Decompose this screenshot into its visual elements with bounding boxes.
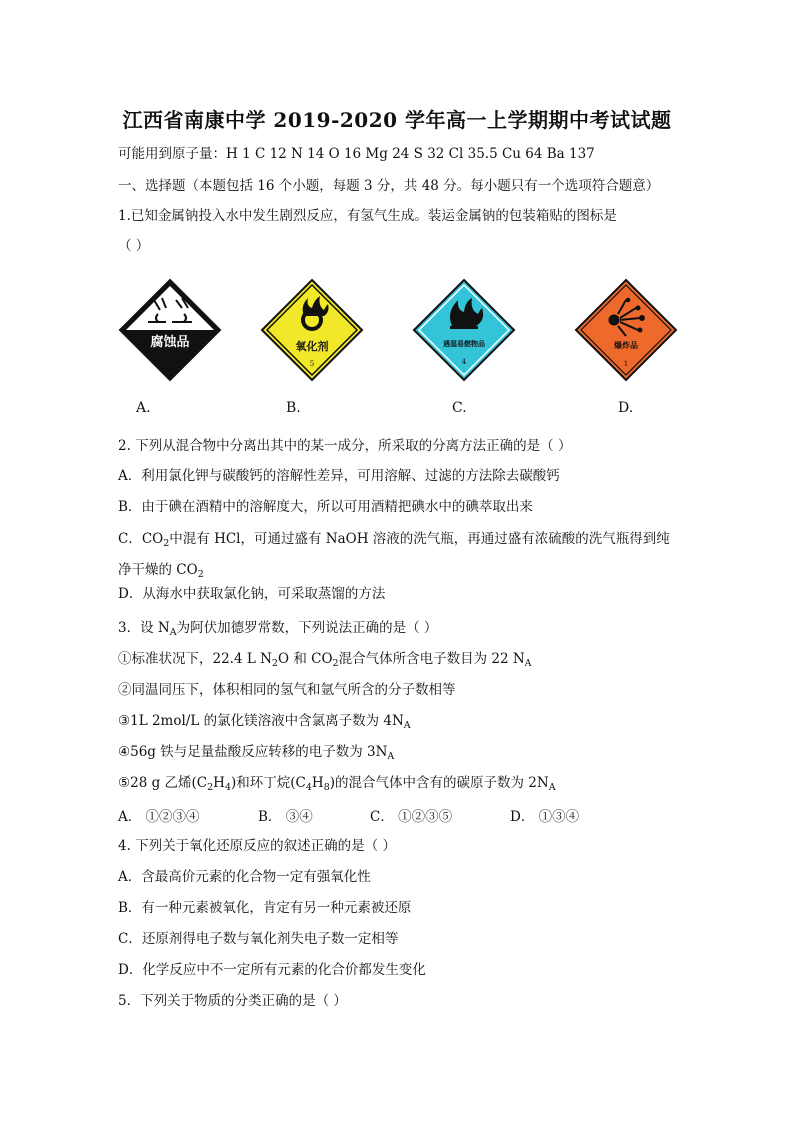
- question-3-statement-2: ②同温同压下，体积相同的氢气和氩气所含的分子数相等: [118, 682, 456, 698]
- question-3-option-c: C． ①②③⑤: [370, 809, 453, 825]
- question-3-option-a: A． ①②③④: [118, 809, 200, 825]
- option-b-label: B.: [286, 400, 301, 416]
- explosive-sign: [574, 278, 678, 382]
- question-5-stem: 5．下列关于物质的分类正确的是（ ）: [118, 993, 347, 1009]
- question-2-option-c-line1: C．$CO_2$中混有 HCl，可通过盛有 NaOH 溶液的洗气瓶，再通过盛有浓硫酸的洗气瓶得到纯: [118, 531, 670, 549]
- question-4-option-c: C．还原剂得电子数与氧化剂失电子数一定相等: [118, 931, 399, 947]
- question-1-stem: 1.已知金属钠投入水中发生剧烈反应，有氢气生成。装运金属钠的包装箱贴的图标是: [118, 208, 617, 224]
- question-3-statement-3: ③1L 2mol/L 的氯化镁溶液中含氯离子数为 $4N_A$: [118, 713, 411, 731]
- explosive-sign-text: 爆炸品: [614, 340, 638, 350]
- question-3-options: [118, 805, 678, 825]
- question-2-option-d: D．从海水中获取氯化钠，可采取蒸馏的方法: [118, 586, 386, 602]
- question-2-stem: 2. 下列从混合物中分离出其中的某一成分，所采取的分离方法正确的是（ ）: [118, 438, 572, 454]
- explosive-class-number: 1: [623, 360, 629, 368]
- dangerous-when-wet-class-number: 4: [461, 358, 467, 366]
- question-3-statement-1: ①标准状况下，22.4 L $N_2O$ 和 $CO_2$混合气体所含电子数目为 22 $N_A$: [118, 651, 532, 669]
- question-3-stem: 3．设 $N_A$为阿伏加德罗常数，下列说法正确的是（ ）: [118, 620, 438, 638]
- option-c-label: C.: [452, 400, 467, 416]
- corrosive-sign-text: 腐蚀品: [150, 335, 190, 350]
- corrosive-sign: [118, 278, 222, 382]
- question-3-statement-4: ④56g 铁与足量盐酸反应转移的电子数为 $3N_A$: [118, 744, 395, 762]
- section-heading: 一、选择题（本题包括 16 个小题，每题 3 分，共 48 分。每小题只有一个选项符合题意）: [118, 178, 660, 194]
- option-d-label: D.: [618, 400, 634, 416]
- question-4-option-d: D．化学反应中不一定所有元素的化合价都发生变化: [118, 962, 426, 978]
- question-2-option-c-line2: 净干燥的 $CO_2$: [118, 562, 204, 580]
- oxidizer-sign: [260, 278, 364, 382]
- question-2-option-b: B．由于碘在酒精中的溶解度大，所以可用酒精把碘水中的碘萃取出来: [118, 499, 533, 515]
- dangerous-when-wet-sign: [412, 278, 516, 382]
- oxidizer-sign-text: 氧化剂: [295, 340, 329, 353]
- question-4-option-b: B．有一种元素被氧化，肯定有另一种元素被还原: [118, 900, 412, 916]
- question-3-statement-5: ⑤28 g 乙烯$(C_2H_4)$和环丁烷$(C_4H_8)$的混合气体中含有的碳原子数为 $2N_A$: [118, 775, 556, 793]
- question-4-stem: 4. 下列关于氧化还原反应的叙述正确的是（ ）: [118, 838, 396, 854]
- question-4-option-a: A．含最高价元素的化合物一定有强氧化性: [118, 869, 371, 885]
- page-title: 江西省南康中学 2019-2020 学年高一上学期期中考试试题: [122, 108, 672, 132]
- question-3-option-b: B． ③④: [258, 809, 313, 825]
- question-2-option-a: A．利用氯化钾与碳酸钙的溶解性差异，可用溶解、过滤的方法除去碳酸钙: [118, 468, 560, 484]
- atomic-masses: 可能用到原子量：H 1 C 12 N 14 O 16 Mg 24 S 32 Cl 35.5 Cu 64 Ba 137: [118, 146, 595, 162]
- question-1-answer-blank: （ ）: [118, 238, 150, 254]
- oxidizer-class-number: 5: [309, 360, 315, 368]
- hazard-signs: [118, 278, 678, 388]
- option-a-label: A.: [136, 400, 151, 416]
- dangerous-when-wet-sign-text: 遇湿易燃物品: [443, 339, 485, 348]
- question-3-option-d: D． ①③④: [510, 809, 580, 825]
